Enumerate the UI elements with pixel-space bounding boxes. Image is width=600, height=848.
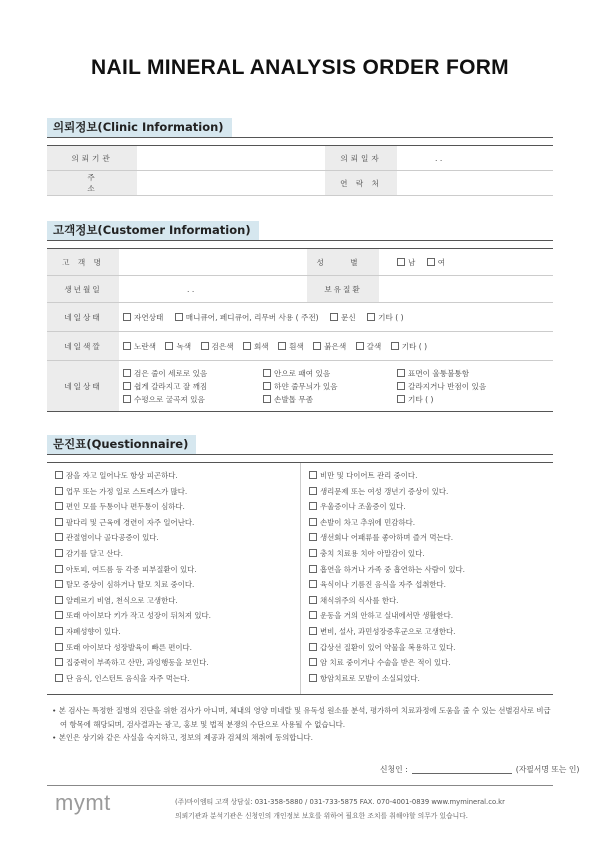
nail-state-options — [119, 303, 553, 332]
nail-color-option[interactable]: 붉은색 — [313, 341, 346, 352]
questionnaire-right-column — [300, 463, 553, 694]
page-title: NAIL MINERAL ANALYSIS ORDER FORM — [91, 56, 509, 79]
checkbox-icon — [55, 471, 63, 479]
clinic-section-header — [47, 117, 553, 138]
checkbox-icon — [175, 313, 183, 321]
nail-condition-option[interactable]: 기타 ( ) — [397, 394, 537, 405]
question-item[interactable]: 항암치료로 모발이 소실되었다. — [309, 671, 553, 687]
questionnaire-section-title: 문진표(Questionnaire) — [47, 435, 196, 454]
nail-state-label: 네일상태 — [47, 303, 119, 332]
nail-color-option[interactable]: 노란색 — [123, 341, 156, 352]
checkbox-icon — [263, 382, 271, 390]
question-item[interactable]: 관절염이나 골다공증이 있다. — [55, 530, 300, 546]
question-item[interactable]: 갑상선 질환이 있어 약물을 복용하고 있다. — [309, 640, 553, 656]
footer-privacy: 의뢰기관과 분석기관은 신청인의 개인정보 보호를 위하여 필요한 조치를 취해야할 의무가 있습니다. — [175, 812, 468, 820]
nail-condition-label: 네일상태 — [47, 361, 119, 412]
checkbox-icon — [309, 596, 317, 604]
question-item[interactable]: 운동을 거의 안하고 실내에서만 생활한다. — [309, 608, 553, 624]
checkbox-icon — [55, 549, 63, 557]
checkbox-icon — [309, 611, 317, 619]
checkbox-icon — [427, 258, 435, 266]
checkbox-icon — [55, 643, 63, 651]
nail-condition-option[interactable]: 갈라지거나 반점이 있음 — [397, 381, 537, 392]
question-item[interactable]: 자폐성향이 있다. — [55, 624, 300, 640]
question-item[interactable]: 변비, 설사, 과민성장증후군으로 고생한다. — [309, 624, 553, 640]
checkbox-icon — [309, 627, 317, 635]
customer-disease-field[interactable] — [379, 276, 553, 303]
checkbox-icon — [201, 342, 209, 350]
checkbox-icon — [309, 580, 317, 588]
question-item[interactable]: 알레르기 비염, 천식으로 고생한다. — [55, 593, 300, 609]
nail-condition-options — [119, 361, 553, 412]
nail-color-option[interactable]: 흰색 — [278, 341, 304, 352]
nail-color-label: 네일색깔 — [47, 332, 119, 361]
sex-male-option[interactable]: 남 — [397, 257, 415, 268]
checkbox-icon — [123, 382, 131, 390]
question-item[interactable]: 감기를 달고 산다. — [55, 546, 300, 562]
question-item[interactable]: 충치 치료용 치아 아말감이 있다. — [309, 546, 553, 562]
question-item[interactable]: 손발이 차고 추위에 민감하다. — [309, 515, 553, 531]
clinic-date-label: 의뢰일자 — [325, 146, 397, 171]
footer-divider — [47, 785, 553, 786]
checkbox-icon — [278, 342, 286, 350]
checkbox-icon — [356, 342, 364, 350]
checkbox-icon — [123, 342, 131, 350]
signature-field[interactable] — [412, 773, 512, 774]
clinic-org-label: 의뢰기관 — [47, 146, 137, 171]
nail-condition-option[interactable]: 하얀 줄무늬가 있음 — [263, 381, 397, 392]
question-item[interactable]: 단 음식, 인스턴트 음식을 자주 먹는다. — [55, 671, 300, 687]
nail-condition-option[interactable]: 표면이 울퉁불퉁함 — [397, 368, 537, 379]
checkbox-icon — [309, 549, 317, 557]
checkbox-icon — [55, 502, 63, 510]
checkbox-icon — [165, 342, 173, 350]
checkbox-icon — [55, 674, 63, 682]
checkbox-icon — [391, 342, 399, 350]
checkbox-icon — [55, 658, 63, 666]
question-item[interactable]: 집중력이 부족하고 산만, 과잉행동을 보인다. — [55, 655, 300, 671]
notice-text — [52, 704, 552, 745]
checkbox-icon — [263, 369, 271, 377]
clinic-section-title: 의뢰정보(Clinic Information) — [47, 118, 232, 137]
notice-item: • 본인은 상기와 같은 사실을 숙지하고, 정보의 제공과 검체의 채취에 동의합니다. — [52, 733, 314, 742]
question-item[interactable]: 흡연을 하거나 가족 중 흡연하는 사람이 있다. — [309, 562, 553, 578]
checkbox-icon — [123, 313, 131, 321]
question-item[interactable]: 생선회나 어패류를 좋아하며 즐겨 먹는다. — [309, 530, 553, 546]
nail-color-option[interactable]: 검은색 — [201, 341, 234, 352]
footer-info — [175, 795, 505, 823]
checkbox-icon — [55, 565, 63, 573]
customer-birth-label: 생년월일 — [47, 276, 119, 303]
clinic-contact-label: 연 락 처 — [325, 171, 397, 196]
questionnaire-box — [47, 462, 553, 695]
questionnaire-section-header — [47, 434, 553, 455]
footer-contact: (주)마이엠티 고객 상담실: 031-358-5880 / 031-733-5875 FAX. 070-4001-0839 www.mymineral.co.kr — [175, 798, 505, 806]
checkbox-icon — [55, 627, 63, 635]
question-item[interactable]: 생리문제 또는 여성 갱년기 증상이 있다. — [309, 484, 553, 500]
question-item[interactable]: 육식이나 기름진 음식을 자주 섭취한다. — [309, 577, 553, 593]
question-item[interactable]: 업무 또는 가정 일로 스트레스가 많다. — [55, 484, 300, 500]
nail-color-option[interactable]: 녹색 — [165, 341, 191, 352]
signature-suffix: (자필서명 또는 인) — [515, 765, 580, 774]
clinic-org-field[interactable] — [137, 146, 325, 171]
checkbox-icon — [309, 565, 317, 573]
question-item[interactable]: 또래 아이보다 키가 작고 성장이 뒤처져 있다. — [55, 608, 300, 624]
question-item[interactable]: 편인 모를 두통이나 편두통이 심하다. — [55, 499, 300, 515]
checkbox-icon — [313, 342, 321, 350]
checkbox-icon — [263, 395, 271, 403]
nail-color-option[interactable]: 회색 — [243, 341, 269, 352]
nail-condition-option[interactable]: 안으로 패여 있음 — [263, 368, 397, 379]
nail-state-option[interactable]: 문신 — [330, 312, 356, 323]
checkbox-icon — [55, 487, 63, 495]
customer-name-label: 고 객 명 — [47, 249, 119, 276]
clinic-address-label: 주 소 — [47, 171, 137, 196]
checkbox-icon — [309, 533, 317, 541]
question-item[interactable]: 탈모 증상이 심하거나 탈모 치료 중이다. — [55, 577, 300, 593]
checkbox-icon — [397, 382, 405, 390]
clinic-table — [47, 145, 553, 196]
checkbox-icon — [123, 395, 131, 403]
checkbox-icon — [309, 471, 317, 479]
customer-birth-field[interactable]: . . — [119, 276, 307, 303]
questionnaire-left-column — [47, 463, 300, 694]
notice-item: • 본 검사는 특정한 질병의 진단을 위한 검사가 아니며, 체내의 영양 미네랄 및 유독성 원소를 분석, 평가하여 치료과정에 도움을 줄 수 있는 선별검사로 비급여 항목에 해당되며, 검사결과는 광고, 홍보 및 법적 분쟁의 수단으로 사용될 수 없습니다. — [52, 706, 551, 729]
question-item[interactable]: 팔다리 및 근육에 경련이 자주 일어난다. — [55, 515, 300, 531]
checkbox-icon — [309, 658, 317, 666]
checkbox-icon — [309, 643, 317, 651]
nail-state-option[interactable]: 매니큐어, 페디큐어, 리무버 사용 ( 주전) — [175, 312, 319, 323]
customer-section-header — [47, 220, 553, 241]
question-item[interactable]: 또래 아이보다 성장발육이 빠른 편이다. — [55, 640, 300, 656]
nail-state-option[interactable]: 자연상태 — [123, 312, 163, 323]
nail-state-option[interactable]: 기타 ( ) — [367, 312, 403, 323]
company-logo: mymt — [55, 790, 111, 815]
customer-table — [47, 248, 553, 412]
checkbox-icon — [309, 502, 317, 510]
checkbox-icon — [309, 674, 317, 682]
checkbox-icon — [123, 369, 131, 377]
checkbox-icon — [330, 313, 338, 321]
sex-female-option[interactable]: 여 — [427, 257, 445, 268]
checkbox-icon — [309, 518, 317, 526]
signature-row — [380, 764, 579, 775]
checkbox-icon — [397, 258, 405, 266]
customer-disease-label: 보유질환 — [307, 276, 379, 303]
customer-sex-label: 성 별 — [307, 249, 379, 276]
checkbox-icon — [55, 518, 63, 526]
nail-color-option[interactable]: 갈색 — [356, 341, 382, 352]
checkbox-icon — [397, 395, 405, 403]
customer-name-field[interactable] — [119, 249, 307, 276]
checkbox-icon — [309, 487, 317, 495]
checkbox-icon — [55, 580, 63, 588]
customer-section-title: 고객정보(Customer Information) — [47, 221, 259, 240]
clinic-date-field[interactable]: . . — [397, 146, 553, 171]
nail-condition-option[interactable]: 검은 줄이 세로로 있음 — [123, 368, 263, 379]
nail-color-option[interactable]: 기타 ( ) — [391, 341, 427, 352]
nail-condition-option[interactable]: 손발톱 무좀 — [263, 394, 397, 405]
question-item[interactable]: 아토피, 여드름 등 각종 피부질환이 있다. — [55, 562, 300, 578]
signature-label: 신청인 : — [380, 765, 408, 774]
question-item[interactable]: 잠을 자고 일어나도 항상 피곤하다. — [55, 468, 300, 484]
checkbox-icon — [55, 611, 63, 619]
checkbox-icon — [55, 596, 63, 604]
question-item[interactable]: 비만 및 다이어트 관리 중이다. — [309, 468, 553, 484]
question-item[interactable]: 우울증이나 조울증이 있다. — [309, 499, 553, 515]
nail-condition-option[interactable]: 쉽게 갈라지고 잘 깨짐 — [123, 381, 263, 392]
nail-condition-option[interactable]: 수평으로 굴곡져 있음 — [123, 394, 263, 405]
question-item[interactable]: 채식위주의 식사를 한다. — [309, 593, 553, 609]
question-item[interactable]: 암 치료 중이거나 수술을 받은 적이 있다. — [309, 655, 553, 671]
checkbox-icon — [397, 369, 405, 377]
checkbox-icon — [55, 533, 63, 541]
clinic-address-field[interactable] — [137, 171, 325, 196]
checkbox-icon — [367, 313, 375, 321]
nail-color-options — [119, 332, 553, 361]
clinic-contact-field[interactable] — [397, 171, 553, 196]
checkbox-icon — [243, 342, 251, 350]
